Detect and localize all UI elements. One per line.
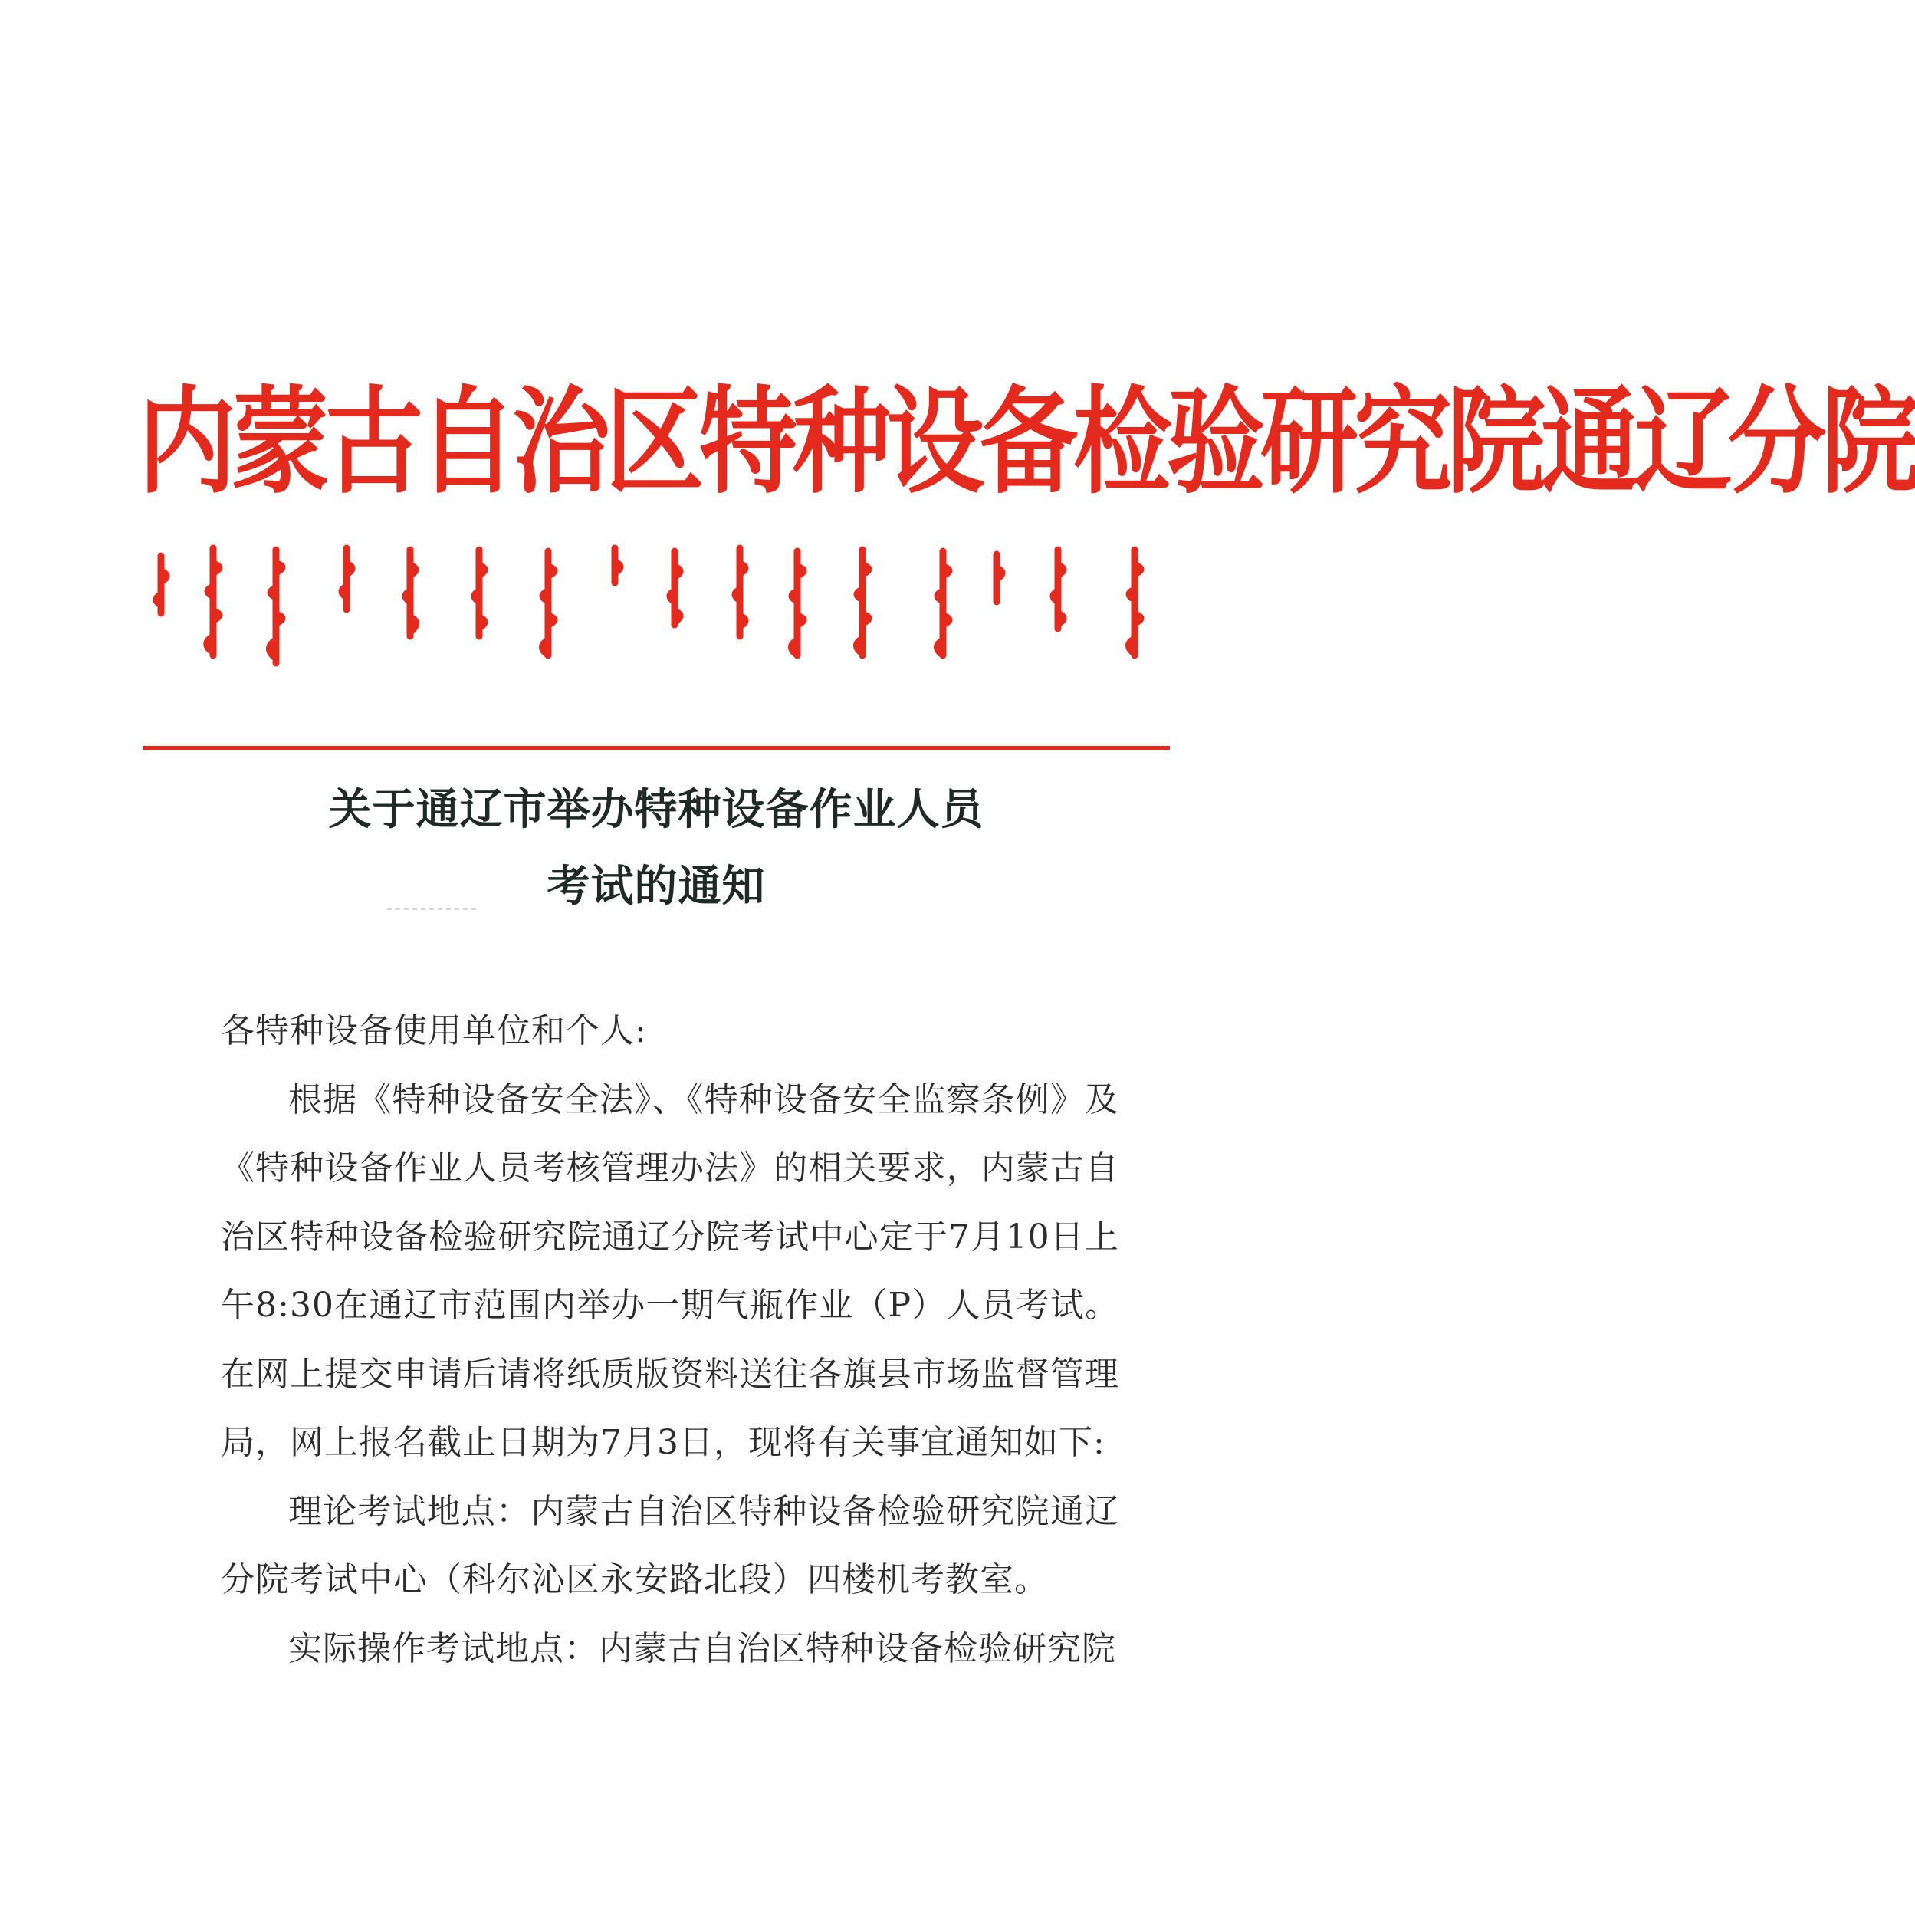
body-paragraph: 理论考试地点：内蒙古自治区特种设备检验研究院通辽分院考试中心（科尔沁区永安路北段）四楼机考教室。: [221, 1491, 1119, 1599]
document-title-line2: 考试的通知: [547, 862, 766, 912]
body-paragraph: 根据《特种设备安全法》、《特种设备安全监察条例》及《特种设备作业人员考核管理办法》的相关要求，内蒙古自治区特种设备检验研究院通辽分院考试中心定于7月10日上午8:30在通辽市范围内举办一期气瓶作业（P）人员考试。在网上提交申请后请将纸质版资料送往各旗县市场监督管理局，网上报名截止日期为7月3日，现将有关事宜通知如下:: [221, 1079, 1119, 1462]
mongolian-script-emblem-icon: [146, 540, 1165, 671]
body-paragraph: 实际操作考试地点：内蒙古自治区特种设备检验研究院: [288, 1628, 1116, 1668]
org-masthead-title: 内蒙古自治区特种设备检验研究院通辽分院: [138, 375, 1915, 511]
header-divider: [143, 746, 1170, 750]
document-body: [221, 997, 1119, 1683]
scan-smudge: [387, 907, 479, 912]
salutation: 各特种设备使用单位和个人:: [221, 1011, 647, 1050]
document-title-line1: 关于通辽市举办特种设备作业人员: [328, 785, 984, 835]
